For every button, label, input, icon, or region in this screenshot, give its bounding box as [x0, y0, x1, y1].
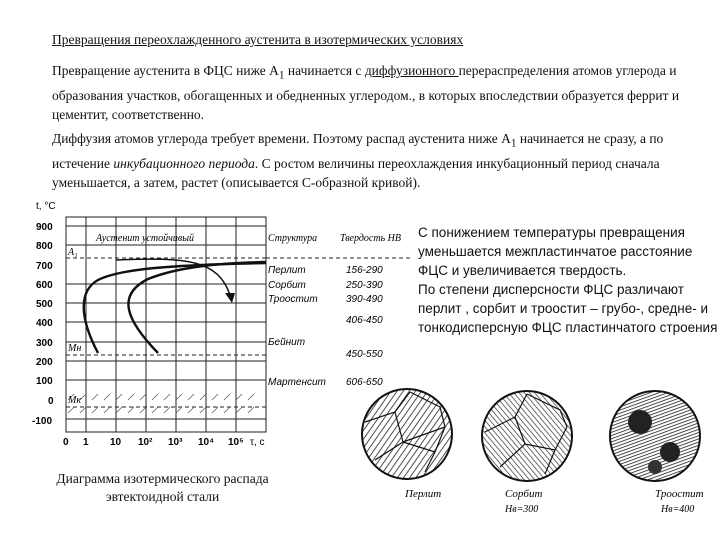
y-tick: 100: [36, 376, 53, 387]
structure-row-hb: 390-490: [346, 294, 383, 305]
paragraph-dispersity: С понижением температуры превращения уменьшается межпластинчатое расстояние ФЦС и увеличивается твердость. По степени дисперсности ФЦС различают перлит , сорбит и троостит – грубо-, средне- и тонкодисперсную ФЦС пластинчатого строения: [418, 225, 718, 335]
structure-row-name: Троостит: [268, 294, 318, 305]
micro-label: Сорбит: [505, 488, 543, 500]
x-tick: 10⁴: [198, 437, 215, 448]
start-c-curve: [84, 263, 266, 353]
structure-row-hb: 250-390: [346, 280, 383, 291]
paragraph-incubation: Диффузия атомов углерода требует времени. Поэтому распад аустенита ниже $А_1$ начинается не сразу, а по истечение инкубационного периода. С ростом величины переохлаждения инкубационный период сначала уменьшается, а затем, растет (описывается С-образной кривой).: [52, 131, 664, 190]
y-tick-labels: [32, 222, 54, 427]
diagram-caption: Диаграмма изотермического распада эвтектоидной стали: [56, 471, 269, 504]
mk-label: Мк: [68, 395, 82, 406]
structure-row-name: Мартенсит: [268, 377, 326, 388]
slide-title: Превращения переохлажденного аустенита в изотермических условиях: [52, 32, 464, 47]
ms-label: Мн: [68, 343, 82, 354]
x-tick: 10: [110, 437, 122, 448]
a1-label: A₁: [68, 247, 78, 258]
sorbite-micrograph: [482, 391, 572, 481]
arrow-head: [225, 293, 235, 303]
diffusion-term: диффузионного: [364, 63, 459, 78]
incubation-term: инкубационного периода: [113, 155, 255, 171]
structure-row-name: Бейнит: [268, 337, 306, 348]
martensite-hatch: [68, 394, 254, 413]
structure-row-hb: 406-450: [346, 315, 383, 326]
x-tick-labels: [63, 437, 244, 448]
structure-row-hb: 156-290: [346, 265, 383, 276]
y-tick: 500: [36, 299, 53, 310]
x-tick: 0: [63, 437, 69, 448]
y-tick: -100: [32, 416, 53, 427]
troostite-micrograph: [610, 391, 700, 481]
y-tick: 600: [36, 280, 53, 291]
austenite-label: Аустенит устойчивый: [96, 233, 194, 244]
x-tick: 10³: [168, 437, 183, 448]
micro-hb: Нв=400: [661, 504, 695, 515]
micrographs: [355, 372, 720, 537]
y-tick: 400: [36, 318, 53, 329]
structure-row-hb: 450-550: [346, 349, 383, 360]
micro-hb: Нв=300: [505, 504, 539, 515]
y-axis-label: t, °C: [36, 201, 56, 212]
structure-row-name: Сорбит: [268, 280, 306, 291]
finish-c-curve: [128, 262, 266, 353]
x-tick: 10⁵: [228, 437, 244, 448]
y-tick: 900: [36, 222, 53, 233]
micro-label: Перлит: [405, 488, 442, 500]
x-tick: 1: [83, 437, 89, 448]
pearlite-micrograph: [362, 389, 452, 479]
y-tick: 800: [36, 241, 53, 252]
structure-row-name: Перлит: [268, 265, 306, 276]
y-tick: 0: [48, 396, 54, 407]
structure-row-hb: 606-650: [346, 377, 383, 388]
x-tick: 10²: [138, 437, 153, 448]
y-tick: 700: [36, 261, 53, 272]
hardness-header: Твердость HB: [340, 233, 401, 244]
y-tick: 300: [36, 338, 53, 349]
structure-header: Структура: [268, 233, 318, 244]
paragraph-diffusion: Превращение аустенита в ФЦС ниже $А_1$ начинается с диффузионного перераспределения атомов углерода и образования участков, обогащенных и обедненных углеродом., в которых впоследствии образуется феррит и цементит, соответственно.: [52, 63, 680, 122]
micro-label: Троостит: [655, 488, 704, 500]
y-tick: 200: [36, 357, 53, 368]
x-axis-label: τ, с: [250, 437, 265, 448]
